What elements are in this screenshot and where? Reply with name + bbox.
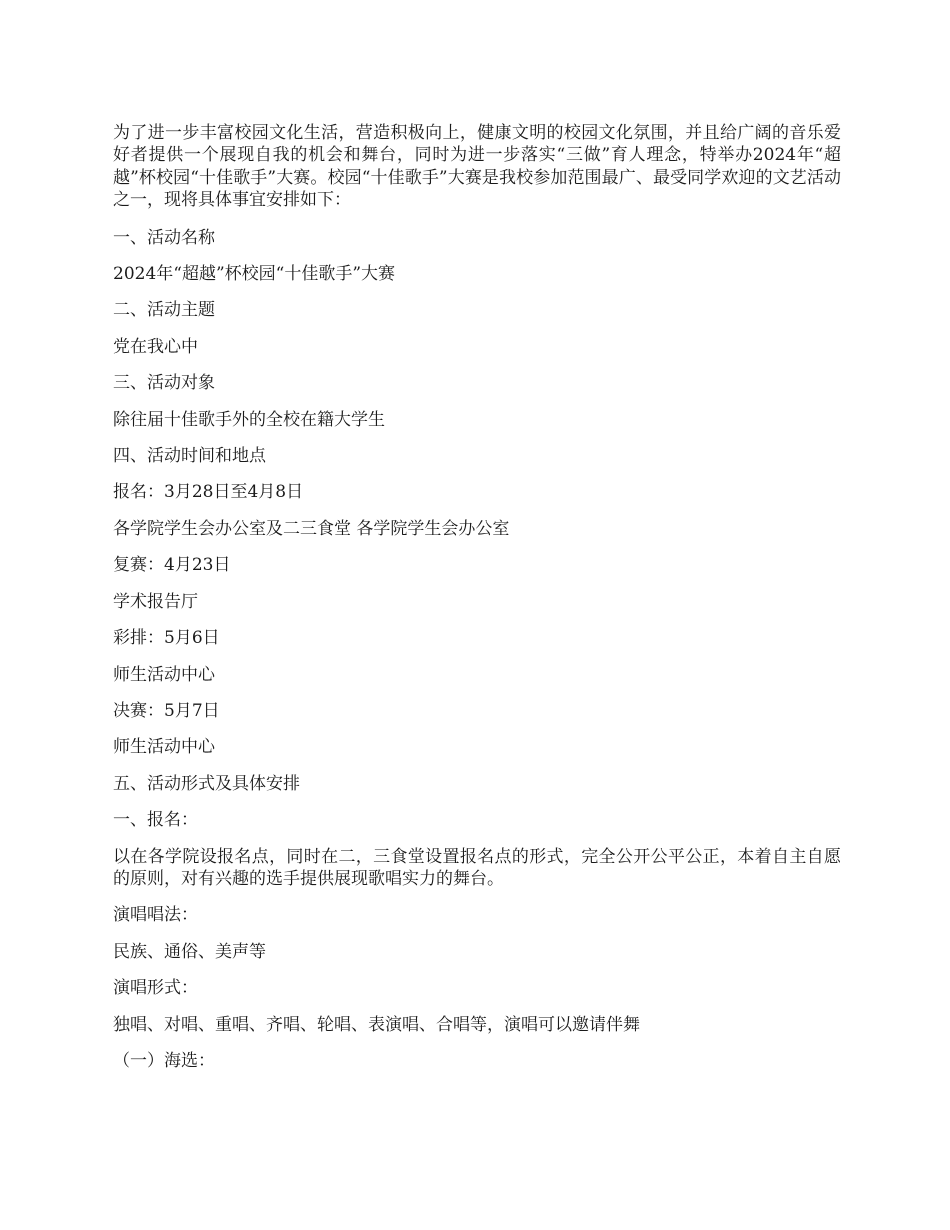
section-heading-format: 五、活动形式及具体安排 — [113, 773, 300, 794]
registration-place: 各学院学生会办公室及二三食堂 各学院学生会办公室 — [113, 518, 510, 539]
section-heading-activity-target: 三、活动对象 — [113, 373, 215, 394]
intro-paragraph: 为了进一步丰富校园文化生活，营造积极向上，健康文明的校园文化氛围，并且给广阔的音乐爱好者提供一个展现自我的机会和舞台，同时为进一步落实“三做”育人理念，特举办2024年“超越”杯校园“十佳歌手”大赛。校园“十佳歌手”大赛是我校参加范围最广、最受同学欢迎的文艺活动之一，现将具体事宜安排如下： — [113, 123, 841, 211]
singing-method-label: 演唱唱法： — [113, 905, 198, 926]
semifinal-date: 复赛：4月23日 — [113, 555, 231, 576]
audition-heading: （一）海选： — [113, 1050, 215, 1071]
singing-method-text: 民族、通俗、美声等 — [113, 941, 266, 962]
semifinal-place: 学术报告厅 — [113, 591, 198, 612]
rehearsal-date: 彩排：5月6日 — [113, 628, 220, 649]
registration-date: 报名：3月28日至4月8日 — [113, 482, 304, 503]
rehearsal-place: 师生活动中心 — [113, 664, 215, 685]
singing-form-text: 独唱、对唱、重唱、齐唱、轮唱、表演唱、合唱等，演唱可以邀请伴舞 — [113, 1014, 640, 1035]
final-place: 师生活动中心 — [113, 737, 215, 758]
activity-target-text: 除往届十佳歌手外的全校在籍大学生 — [113, 409, 385, 430]
activity-name-text: 2024年“超越”杯校园“十佳歌手”大赛 — [113, 264, 396, 285]
section-heading-time-place: 四、活动时间和地点 — [113, 446, 266, 467]
registration-paragraph: 以在各学院设报名点，同时在二，三食堂设置报名点的形式，完全公开公平公正，本着自主自愿的原则，对有兴趣的选手提供展现歌唱实力的舞台。 — [113, 846, 841, 889]
final-date: 决赛：5月7日 — [113, 700, 220, 721]
subheading-registration: 一、报名： — [113, 810, 198, 831]
singing-form-label: 演唱形式： — [113, 978, 198, 999]
document-page — [113, 122, 841, 1086]
activity-theme-text: 党在我心中 — [113, 336, 198, 357]
section-heading-activity-name: 一、活动名称 — [113, 227, 215, 248]
section-heading-activity-theme: 二、活动主题 — [113, 300, 215, 321]
